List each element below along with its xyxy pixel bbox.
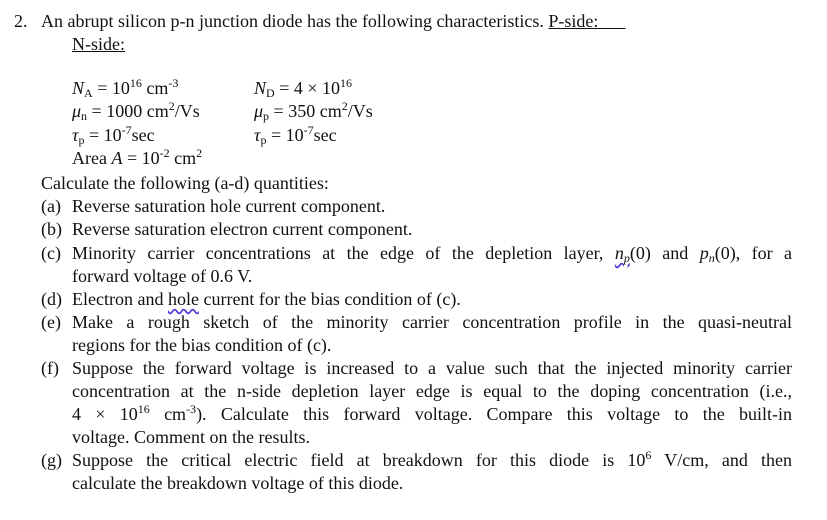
item-d-text (72, 288, 461, 311)
item-d-text-1: Electron and (72, 289, 168, 309)
param-taup-right (254, 124, 337, 147)
item-g-line2: calculate the breakdown voltage of this diode. (72, 473, 404, 493)
item-c-line2: forward voltage of 0.6 V. (72, 266, 253, 286)
item-c-text: Minority carrier concentrations at the edge of the depletion layer, (72, 243, 604, 263)
item-e-label: (e) (41, 312, 61, 332)
area-symbol: A (111, 148, 123, 168)
item-b-label: (b) (41, 219, 62, 239)
area-unit-exponent: 2 (196, 146, 203, 160)
item-c-arg2: (0), for a (714, 243, 793, 263)
nd-value: = 4 × 10 (274, 78, 340, 98)
item-f-label: (f) (41, 358, 59, 378)
item-f-line3-text: ). Calculate this forward voltage. Compare this voltage to the built-in (196, 404, 792, 424)
item-d-text-3: current for the bias condition of (c). (198, 289, 461, 309)
item-g-exponent: 6 (645, 448, 652, 462)
question-intro (41, 10, 625, 33)
item-e-line1: Make a rough sketch of the minority carrier concentration profile in the quasi-neutral (72, 312, 792, 332)
area-exponent: -2 (159, 146, 170, 160)
taup-left-subscript: p (78, 133, 85, 147)
item-a-label: (a) (41, 196, 61, 216)
pn-subscript: n (708, 251, 715, 265)
item-f-unit-exponent: -3 (186, 402, 197, 416)
pn-symbol: p (699, 243, 709, 263)
nd-subscript: D (266, 86, 275, 100)
mun-value: = 1000 cm (87, 101, 169, 121)
mup-unit: /Vs (347, 101, 373, 121)
na-unit-exponent: -3 (168, 76, 179, 90)
item-g-text: Suppose the critical electric field at breakdown for this diode is 10 (72, 450, 646, 470)
taup-right-symbol: τ (254, 125, 261, 145)
taup-left-symbol: τ (72, 125, 79, 145)
nd-exponent: 16 (340, 76, 352, 90)
taup-right-subscript: p (260, 133, 267, 147)
item-f-line4: voltage. Comment on the results. (72, 427, 310, 447)
mup-symbol: μ (254, 101, 264, 121)
taup-right-unit: sec (313, 125, 337, 145)
item-c-line1 (72, 242, 792, 265)
na-subscript: A (84, 86, 93, 100)
item-f-conc-exponent: 16 (137, 402, 150, 416)
taup-right-exponent: -7 (303, 123, 314, 137)
nd-symbol: N (254, 78, 267, 98)
param-mun (72, 100, 200, 123)
np-symbol: $n_p$ (614, 243, 630, 265)
intro-text: An abrupt silicon p-n junction diode has the following characteristics. (41, 11, 544, 31)
taup-left-unit: sec (131, 125, 155, 145)
mun-symbol: μ (72, 101, 82, 121)
item-f-line2: concentration at the n-side depletion layer edge is equal to the doping concentration (i.e., (72, 381, 792, 401)
na-exponent: 16 (129, 76, 142, 90)
param-nd (254, 77, 352, 100)
mup-value: = 350 cm (269, 101, 342, 121)
taup-right-value: = 10 (266, 125, 304, 145)
na-symbol: N (72, 78, 85, 98)
mun-exponent: 2 (168, 99, 175, 113)
mun-unit: /Vs (174, 101, 200, 121)
mup-exponent: 2 (341, 99, 348, 113)
area-label: Area (72, 148, 112, 168)
item-f-unit: cm (149, 404, 187, 424)
param-area (72, 147, 202, 170)
param-na (72, 77, 178, 100)
calc-instruction: Calculate the following (a-d) quantities: (41, 173, 329, 193)
item-f-line3 (72, 403, 792, 426)
item-g-label: (g) (41, 450, 62, 470)
item-b-text: Reverse saturation electron current component. (72, 219, 413, 239)
item-d-label: (d) (41, 289, 62, 309)
item-c-arg1: (0) and (629, 243, 689, 263)
item-f-line1: Suppose the forward voltage is increased to a value such that the injected minority carrier (72, 358, 792, 378)
na-unit: cm (141, 78, 169, 98)
area-unit: cm (169, 148, 197, 168)
mup-subscript: p (263, 109, 270, 123)
na-value: = 10 (92, 78, 130, 98)
param-mup (254, 100, 373, 123)
n-side-label: N-side: (72, 34, 125, 54)
item-a-text: Reverse saturation hole current component. (72, 196, 386, 216)
item-g-line1 (72, 449, 792, 472)
item-g-text-2: V/cm, and then (651, 450, 792, 470)
p-side-underline-tail (598, 11, 625, 31)
taup-left-value: = 10 (84, 125, 122, 145)
p-side-label: P-side: (548, 11, 599, 31)
item-e-line2: regions for the bias condition of (c). (72, 335, 332, 355)
item-d-hole: hole (167, 289, 199, 309)
question-number: 2. (14, 11, 28, 31)
mun-subscript: n (81, 109, 88, 123)
area-value: = 10 (122, 148, 160, 168)
item-f-conc: 4 × 10 (72, 404, 138, 424)
item-c-label: (c) (41, 243, 61, 263)
taup-left-exponent: -7 (121, 123, 132, 137)
param-taup-left (72, 124, 155, 147)
